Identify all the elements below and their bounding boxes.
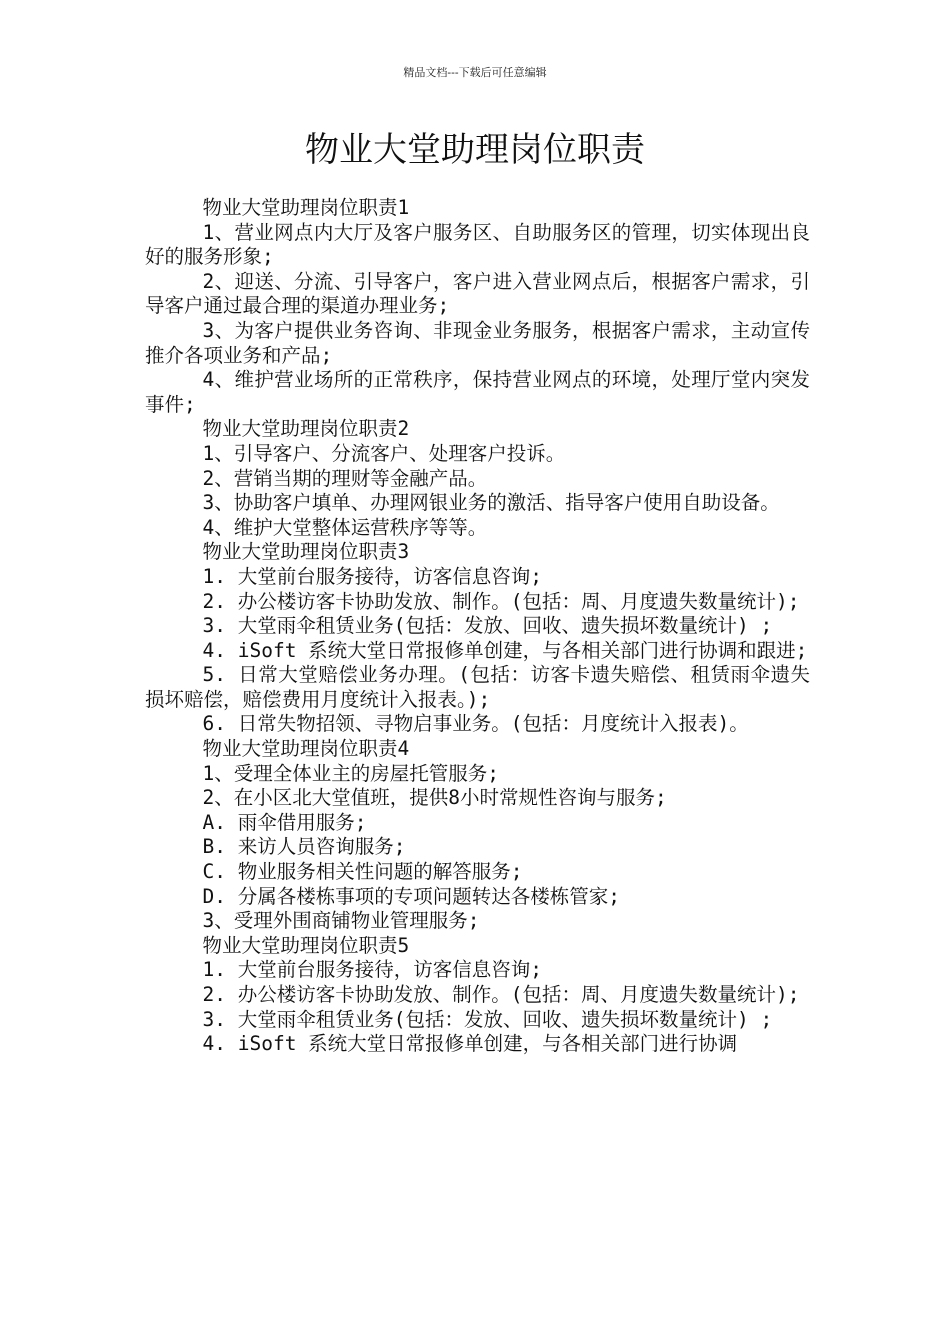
paragraph: 4、维护大堂整体运营秩序等等。 [202, 515, 488, 539]
paragraph: 物业大堂助理岗位职责5 [202, 933, 410, 957]
paragraph: 2. 办公楼访客卡协助发放、制作。(包括：周、月度遗失数量统计); [202, 589, 800, 613]
paragraph: A. 雨伞借用服务; [202, 810, 367, 834]
paragraph: 物业大堂助理岗位职责1 [202, 196, 410, 219]
paragraph: 1、营业网点内大厅及客户服务区、自助服务区的管理，切实体现出良好的服务形象; [145, 220, 810, 269]
paragraph: 3、受理外围商铺物业管理服务; [202, 909, 480, 933]
paragraph: 3. 大堂雨伞租赁业务(包括：发放、回收、遗失损坏数量统计) ; [202, 614, 773, 638]
paragraph: 4、维护营业场所的正常秩序，保持营业网点的环境，处理厅堂内突发事件; [145, 368, 810, 416]
paragraph: 4. iSoft 系统大堂日常报修单创建，与各相关部门进行协调 [202, 1032, 738, 1056]
paragraph: 2、营销当期的理财等金融产品。 [202, 466, 488, 490]
paragraph: 1、引导客户、分流客户、处理客户投诉。 [202, 441, 566, 465]
paragraph: 2、在小区北大堂值班，提供8小时常规性咨询与服务; [202, 786, 667, 810]
document-body [145, 196, 810, 1057]
paragraph: D. 分属各楼栋事项的专项问题转达各楼栋管家; [202, 884, 620, 908]
paragraph: 4. iSoft 系统大堂日常报修单创建，与各相关部门进行协调和跟进; [202, 638, 808, 662]
paragraph: 物业大堂助理岗位职责2 [202, 417, 410, 441]
paragraph: 1. 大堂前台服务接待，访客信息咨询; [202, 564, 542, 588]
paragraph: C. 物业服务相关性问题的解答服务; [202, 860, 523, 884]
paragraph: 2、迎送、分流、引导客户，客户进入营业网点后，根据客户需求，引导客户通过最合理的渠道办理业务; [145, 269, 810, 318]
paragraph: 3、为客户提供业务咨询、非现金业务服务，根据客户需求，主动宣传推介各项业务和产品; [145, 318, 810, 367]
paragraph: 1. 大堂前台服务接待，访客信息咨询; [202, 958, 542, 982]
paragraph: 5. 日常大堂赔偿业务办理。(包括：访客卡遗失赔偿、租赁雨伞遗失损坏赔偿，赔偿费用月度统计入报表。); [145, 663, 810, 711]
paragraph: 1、受理全体业主的房屋托管服务; [202, 761, 499, 785]
paragraph: 物业大堂助理岗位职责3 [202, 540, 410, 564]
page-header: 精品文档---下载后可任意编辑 [403, 66, 547, 79]
paragraph: 3. 大堂雨伞租赁业务(包括：发放、回收、遗失损坏数量统计) ; [202, 1007, 773, 1031]
document-title: 物业大堂助理岗位职责 [305, 130, 645, 170]
paragraph: 2. 办公楼访客卡协助发放、制作。(包括：周、月度遗失数量统计); [202, 983, 800, 1006]
paragraph: 3、协助客户填单、办理网银业务的激活、指导客户使用自助设备。 [202, 491, 780, 515]
paragraph: 6. 日常失物招领、寻物启事业务。(包括：月度统计入报表)。 [202, 712, 749, 736]
paragraph: 物业大堂助理岗位职责4 [202, 737, 410, 761]
paragraph: B. 来访人员咨询服务; [202, 835, 406, 859]
